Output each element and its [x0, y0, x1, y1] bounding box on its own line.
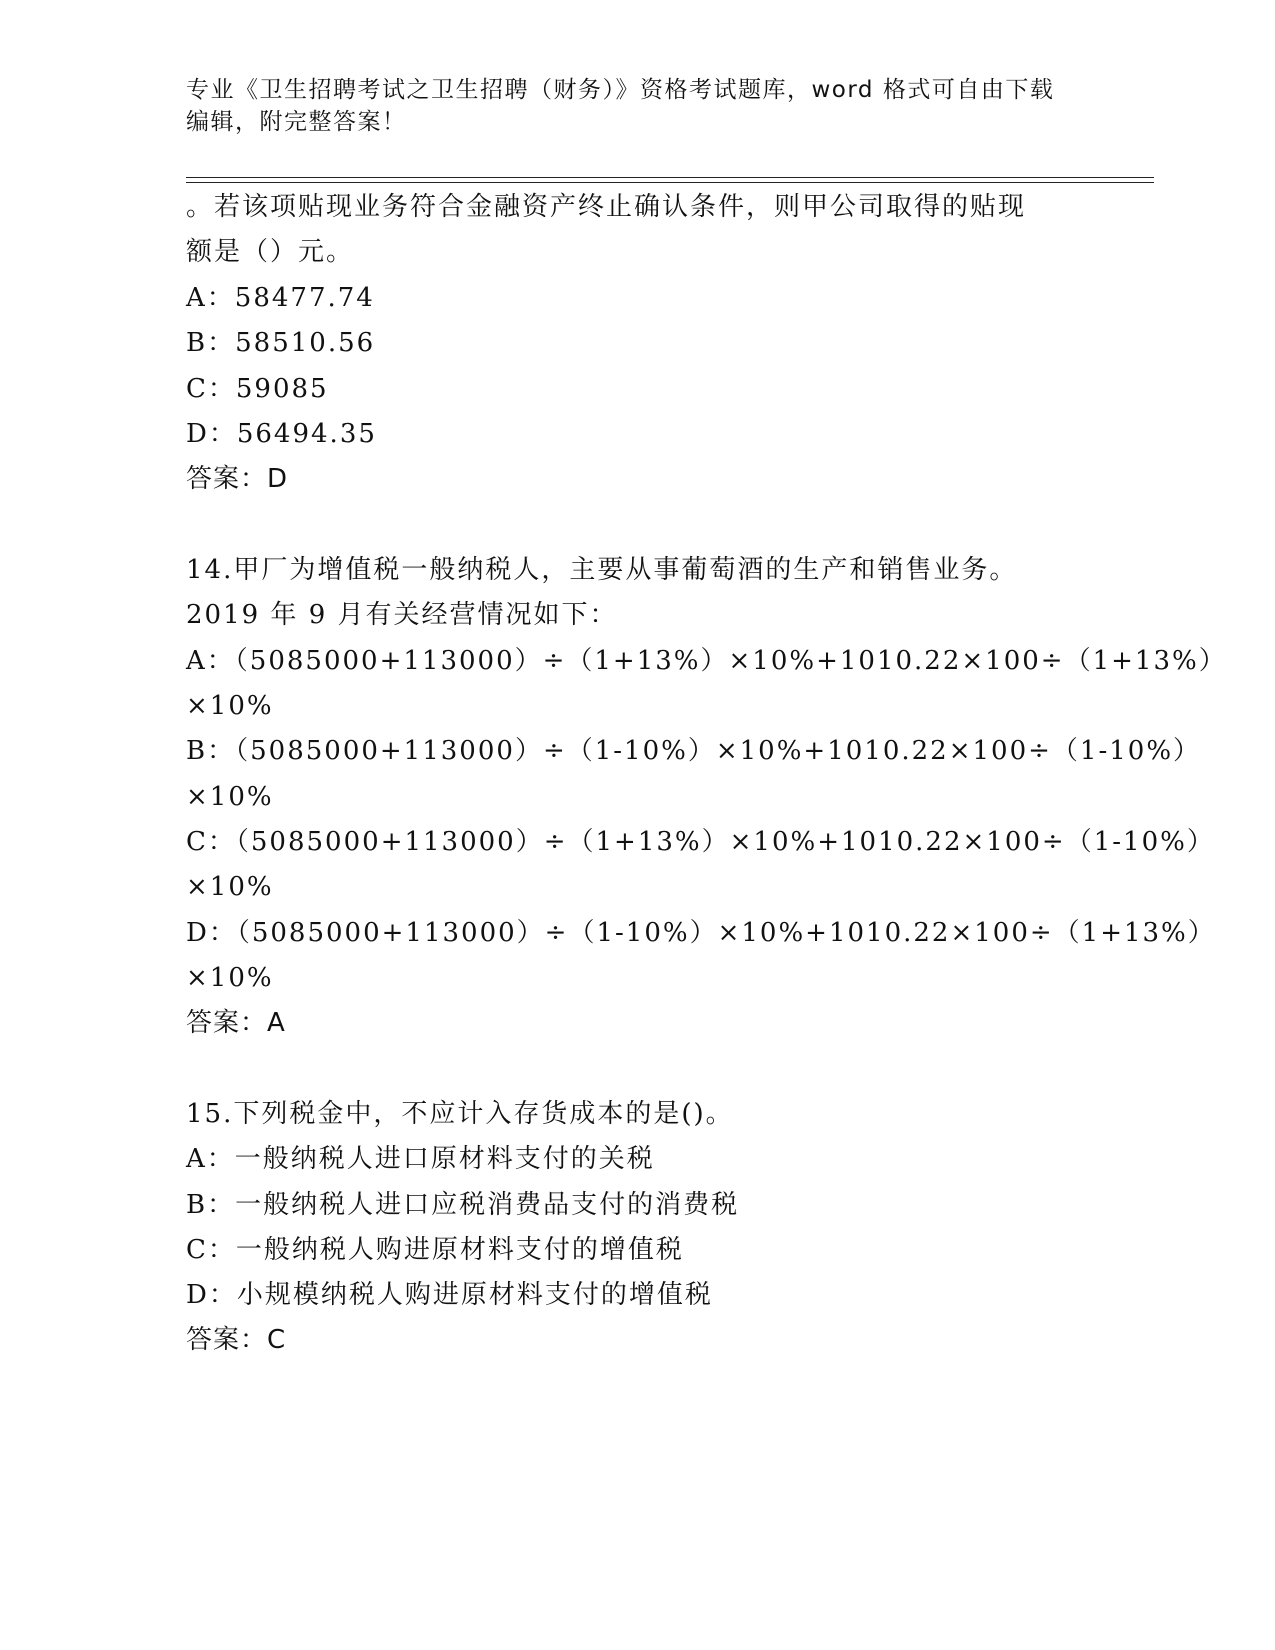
header-line-2: 编辑，附完整答案！ [186, 109, 407, 135]
q14-option-b-cont: ×10% [186, 782, 274, 812]
q14-option-d: D：（5085000+113000）÷（1-10%）×10%+1010.22×100÷（1+13%） [186, 918, 1216, 948]
q14-answer: 答案：A [186, 1008, 286, 1038]
q13-option-d: D：56494.35 [186, 419, 377, 449]
q14-option-a: A：（5085000+113000）÷（1+13%）×10%+1010.22×100÷（1+13%） [186, 646, 1227, 676]
q13-option-c: C：59085 [186, 374, 329, 404]
header-divider-bottom [186, 182, 1154, 183]
q13-stem-line-1: 。若该项贴现业务符合金融资产终止确认条件，则甲公司取得的贴现 [186, 192, 1027, 222]
q15-option-c: C：一般纳税人购进原材料支付的增值税 [186, 1235, 684, 1265]
header-line-1: 专业《卫生招聘考试之卫生招聘（财务）》资格考试题库，word 格式可自由下载 [186, 77, 1055, 103]
q13-option-b: B：58510.56 [186, 328, 376, 358]
q14-option-c: C：（5085000+113000）÷（1+13%）×10%+1010.22×100÷（1-10%） [186, 827, 1215, 857]
q13-answer: 答案：D [186, 464, 289, 494]
q14-stem-line-2: 2019 年 9 月有关经营情况如下： [186, 600, 618, 630]
q14-option-d-cont: ×10% [186, 963, 274, 993]
document-header [186, 74, 1086, 138]
q13-stem-line-2: 额是（）元。 [186, 237, 355, 267]
q14-stem-line-1: 14.甲厂为增值税一般纳税人，主要从事葡萄酒的生产和销售业务。 [186, 555, 1018, 585]
q14-option-a-cont: ×10% [186, 691, 274, 721]
header-divider-top [186, 177, 1154, 178]
q15-option-b: B：一般纳税人进口应税消费品支付的消费税 [186, 1190, 740, 1220]
q14-option-b: B：（5085000+113000）÷（1-10%）×10%+1010.22×100÷（1-10%） [186, 736, 1202, 766]
q13-option-a: A：58477.74 [186, 283, 375, 313]
q15-option-d: D：小规模纳税人购进原材料支付的增值税 [186, 1280, 713, 1310]
q15-answer: 答案：C [186, 1325, 287, 1355]
q15-option-a: A：一般纳税人进口原材料支付的关税 [186, 1144, 655, 1174]
q15-stem-line-1: 15.下列税金中，不应计入存货成本的是()。 [186, 1099, 734, 1129]
q14-option-c-cont: ×10% [186, 872, 274, 902]
